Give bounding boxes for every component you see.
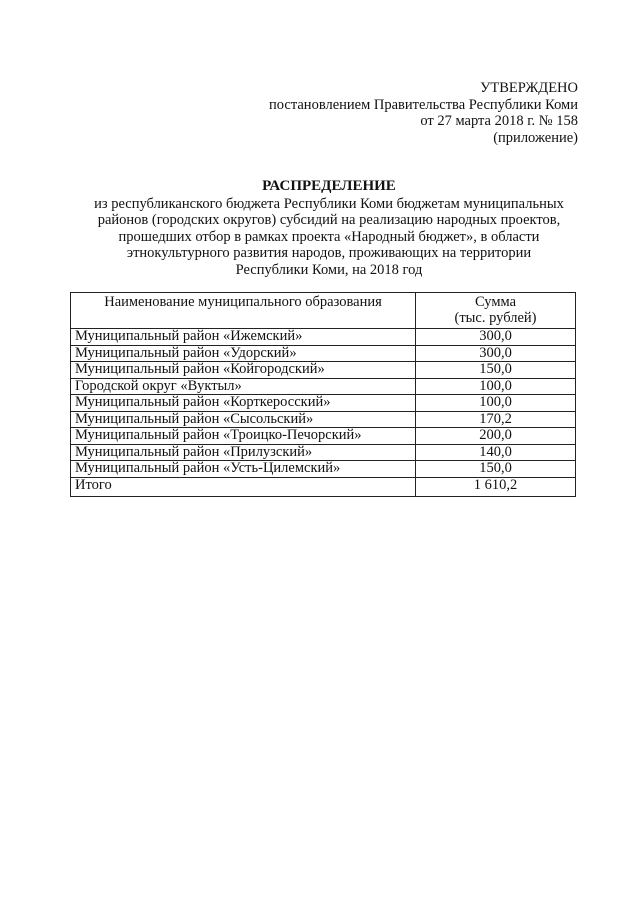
approval-issuer: постановлением Правительства Республики Коми bbox=[269, 96, 578, 113]
approval-stamp bbox=[269, 80, 578, 146]
row-name: Муниципальный район «Корткеросский» bbox=[71, 395, 416, 412]
header-sum-label: Сумма bbox=[474, 294, 517, 310]
table-row bbox=[71, 378, 576, 395]
row-name: Муниципальный район «Прилузский» bbox=[71, 444, 416, 461]
row-name: Городской округ «Вуктыл» bbox=[71, 378, 416, 395]
row-name: Муниципальный район «Усть-Цилемский» bbox=[71, 461, 416, 478]
row-sum: 300,0 bbox=[416, 345, 576, 362]
row-name: Муниципальный район «Удорский» bbox=[71, 345, 416, 362]
table-row bbox=[71, 345, 576, 362]
row-sum: 150,0 bbox=[416, 461, 576, 478]
table-row bbox=[71, 461, 576, 478]
subtitle-line: прошедших отбор в рамках проекта «Народный бюджет», в области bbox=[118, 228, 540, 245]
header-name: Наименование муниципального образования bbox=[71, 293, 416, 329]
total-sum: 1 610,2 bbox=[416, 477, 576, 496]
row-sum: 200,0 bbox=[416, 428, 576, 445]
approval-note: (приложение) bbox=[493, 129, 578, 146]
header-sum bbox=[416, 293, 576, 329]
document-title-block bbox=[60, 178, 598, 278]
row-sum: 170,2 bbox=[416, 411, 576, 428]
table-row bbox=[71, 329, 576, 346]
table-row bbox=[71, 411, 576, 428]
table-row bbox=[71, 444, 576, 461]
approval-title: УТВЕРЖДЕНО bbox=[480, 80, 578, 96]
subtitle-line: этнокультурного развития народов, проживающих на территории bbox=[126, 245, 532, 261]
subtitle-line: районов (городских округов) субсидий на реализацию народных проектов, bbox=[97, 212, 561, 228]
row-sum: 150,0 bbox=[416, 362, 576, 379]
document-heading: РАСПРЕДЕЛЕНИЕ bbox=[262, 178, 396, 194]
approval-date-number: от 27 марта 2018 г. № 158 bbox=[420, 113, 578, 129]
table-row bbox=[71, 428, 576, 445]
distribution-table bbox=[70, 292, 576, 497]
subtitle-line: из республиканского бюджета Республики Коми бюджетам муниципальных bbox=[94, 195, 564, 212]
row-name: Муниципальный район «Сысольский» bbox=[71, 411, 416, 428]
table-row bbox=[71, 395, 576, 412]
row-sum: 140,0 bbox=[416, 444, 576, 461]
row-sum: 300,0 bbox=[416, 329, 576, 346]
header-sum-unit: (тыс. рублей) bbox=[454, 309, 537, 326]
total-label: Итого bbox=[71, 477, 416, 496]
table-total-row bbox=[71, 477, 576, 496]
table-row bbox=[71, 362, 576, 379]
table-header-row bbox=[71, 293, 576, 329]
row-sum: 100,0 bbox=[416, 378, 576, 395]
row-name: Муниципальный район «Троицко-Печорский» bbox=[71, 428, 416, 445]
subtitle-line: Республики Коми, на 2018 год bbox=[235, 261, 423, 278]
row-name: Муниципальный район «Ижемский» bbox=[71, 329, 416, 346]
row-name: Муниципальный район «Койгородский» bbox=[71, 362, 416, 379]
row-sum: 100,0 bbox=[416, 395, 576, 412]
